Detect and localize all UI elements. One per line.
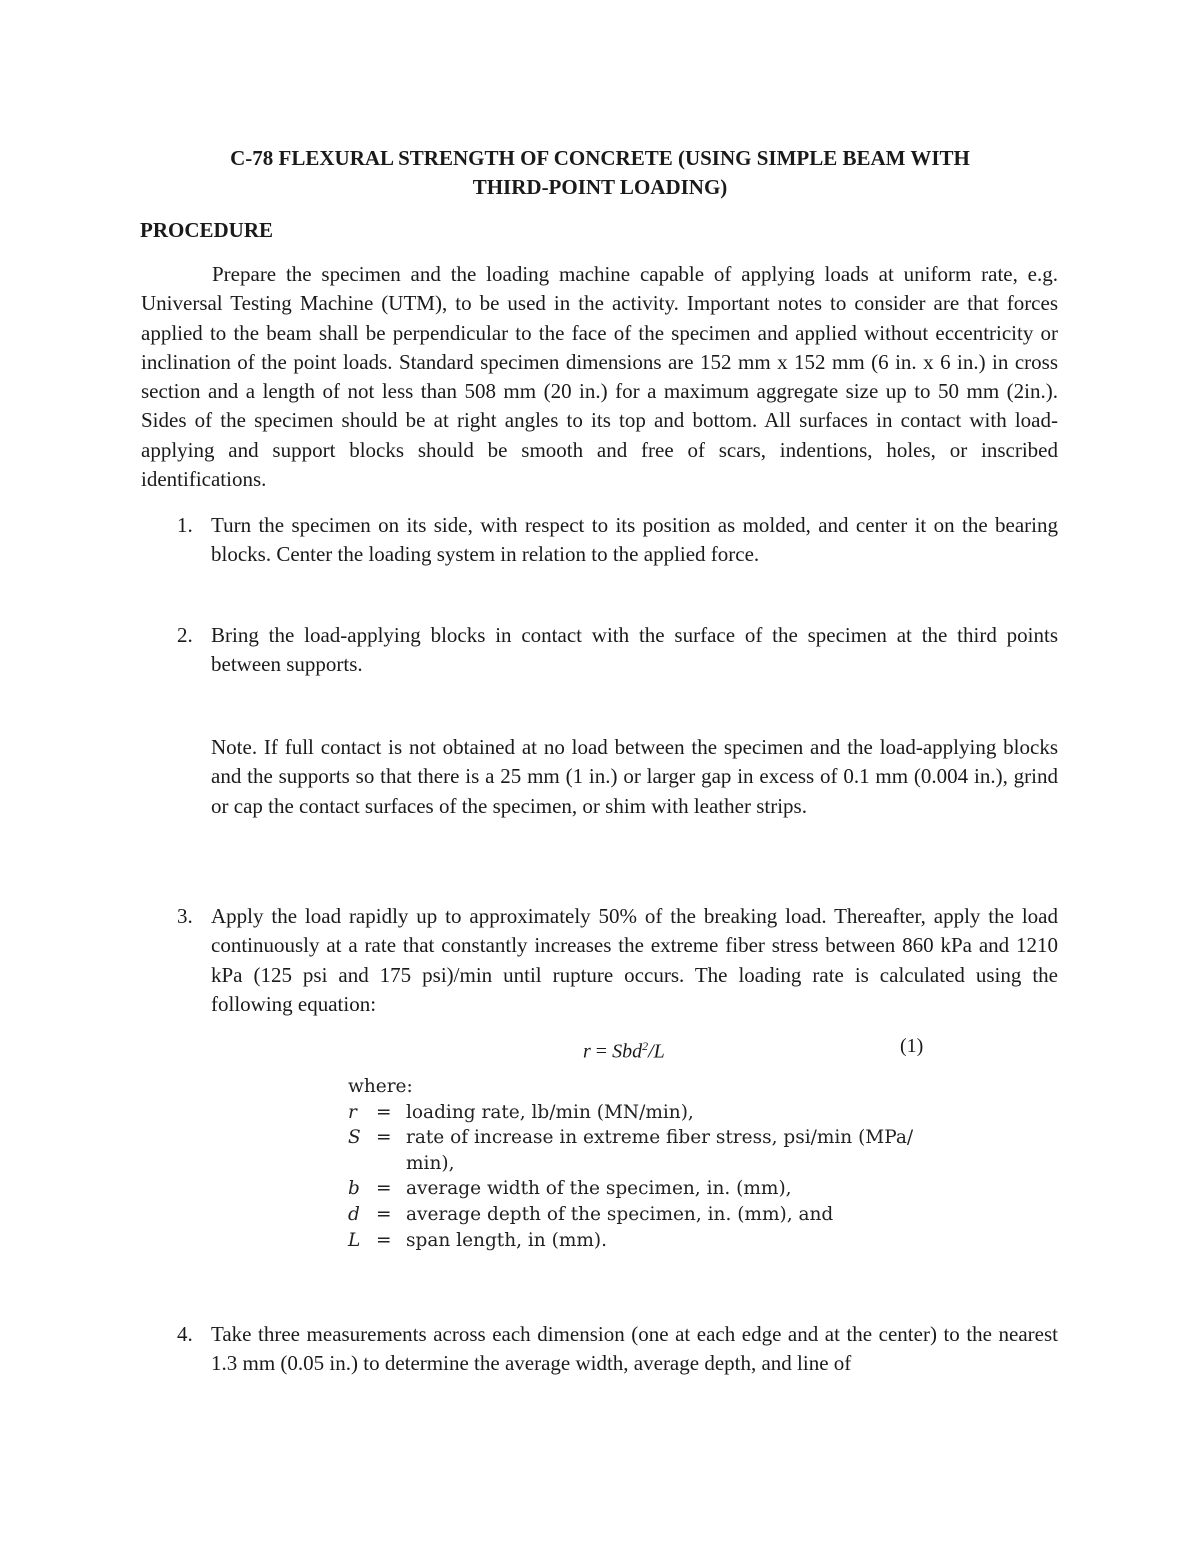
variable-equals: =: [376, 1229, 392, 1251]
variable-row: [348, 1151, 948, 1177]
variable-symbol: S: [348, 1127, 361, 1149]
variable-definitions: [348, 1074, 948, 1253]
step-number: 4.: [177, 1322, 193, 1346]
variable-symbol: L: [348, 1229, 361, 1251]
variable-row: [348, 1100, 948, 1126]
section-heading: PROCEDURE: [140, 218, 274, 242]
note-paragraph: Note. If full contact is not obtained at no load between the specimen and the load-applying blocks and the supports so that there is a 25 mm (1 in.) or larger gap in excess of 0.1 mm (0.004 in.), grind or cap the contact surfaces of the specimen, or shim with leather strips.: [211, 735, 1058, 818]
intro-paragraph: Prepare the specimen and the loading machine capable of applying loads at uniform rate, e.g. Universal Testing Machine (UTM), to be used in the activity. Important notes to consider are that forces applied to the beam shall be perpendicular to the face of the specimen and applied without eccentricity or inclination of the point loads. Standard specimen dimensions are 152 mm x 152 mm (6 in. x 6 in.) in cross section and a length of not less than 508 mm (20 in.) for a maximum aggregate size up to 50 mm (2in.). Sides of the specimen should be at right angles to its top and bottom. All surfaces in contact with load-applying and support blocks should be smooth and free of scars, indentions, holes, or inscribed identifications.: [141, 262, 1058, 492]
variable-equals: =: [376, 1203, 392, 1225]
equation-rhs-tail: /L: [648, 1040, 665, 1063]
variable-row: [348, 1228, 948, 1254]
equation-lhs: r: [583, 1040, 591, 1063]
step-text: Turn the specimen on its side, with respect to its position as molded, and center it on the bearing blocks. Center the loading system in relation to the applied force.: [211, 513, 1058, 567]
equation-rhs: Sbd: [612, 1040, 643, 1063]
variable-definition: average depth of the specimen, in. (mm), and: [406, 1203, 834, 1225]
title-line-2: THIRD-POINT LOADING): [472, 175, 728, 199]
variable-definition: average width of the specimen, in. (mm),: [406, 1178, 792, 1200]
step-text: Apply the load rapidly up to approximately 50% of the breaking load. Thereafter, apply the load continuously at a rate that constantly increases the extreme fiber stress between 860 kPa and 1210 kPa (125 psi and 175 psi)/min until rupture occurs. The loading rate is calculated using the following equation:: [211, 904, 1058, 1016]
step-number: 1.: [177, 513, 193, 537]
variable-definition: min),: [406, 1152, 455, 1174]
variable-row: [348, 1176, 948, 1202]
variable-symbol: b: [348, 1178, 360, 1200]
equation-exponent: 2: [642, 1039, 649, 1053]
variable-equals: =: [376, 1101, 392, 1123]
variable-definition: loading rate, lb/min (MN/min),: [406, 1101, 694, 1123]
step-number: 2.: [177, 623, 193, 647]
variable-definition: rate of increase in extreme fiber stress, psi/min (MPa/: [406, 1127, 914, 1149]
title-line-1: C-78 FLEXURAL STRENGTH OF CONCRETE (USING SIMPLE BEAM WITH: [230, 146, 970, 170]
variable-symbol: d: [348, 1203, 360, 1225]
variable-row: [348, 1125, 948, 1151]
variable-equals: =: [376, 1178, 392, 1200]
variable-equals: =: [376, 1127, 392, 1149]
variable-row: [348, 1202, 948, 1228]
step-number: 3.: [177, 904, 193, 928]
variable-definition: span length, in (mm).: [406, 1229, 608, 1251]
equation-operator: =: [595, 1040, 608, 1063]
where-label: where:: [348, 1076, 413, 1097]
document-title: [140, 144, 1060, 202]
variable-symbol: [348, 1151, 376, 1177]
variable-symbol: r: [348, 1101, 357, 1123]
variable-equals: [376, 1151, 406, 1177]
loading-rate-equation: [583, 1032, 665, 1067]
step-text: Bring the load-applying blocks in contact with the surface of the specimen at the third points between supports.: [211, 623, 1058, 677]
equation-number: (1): [900, 1035, 924, 1057]
step-text: Take three measurements across each dimension (one at each edge and at the center) to the nearest 1.3 mm (0.05 in.) to determine the average width, average depth, and line of: [211, 1322, 1058, 1376]
